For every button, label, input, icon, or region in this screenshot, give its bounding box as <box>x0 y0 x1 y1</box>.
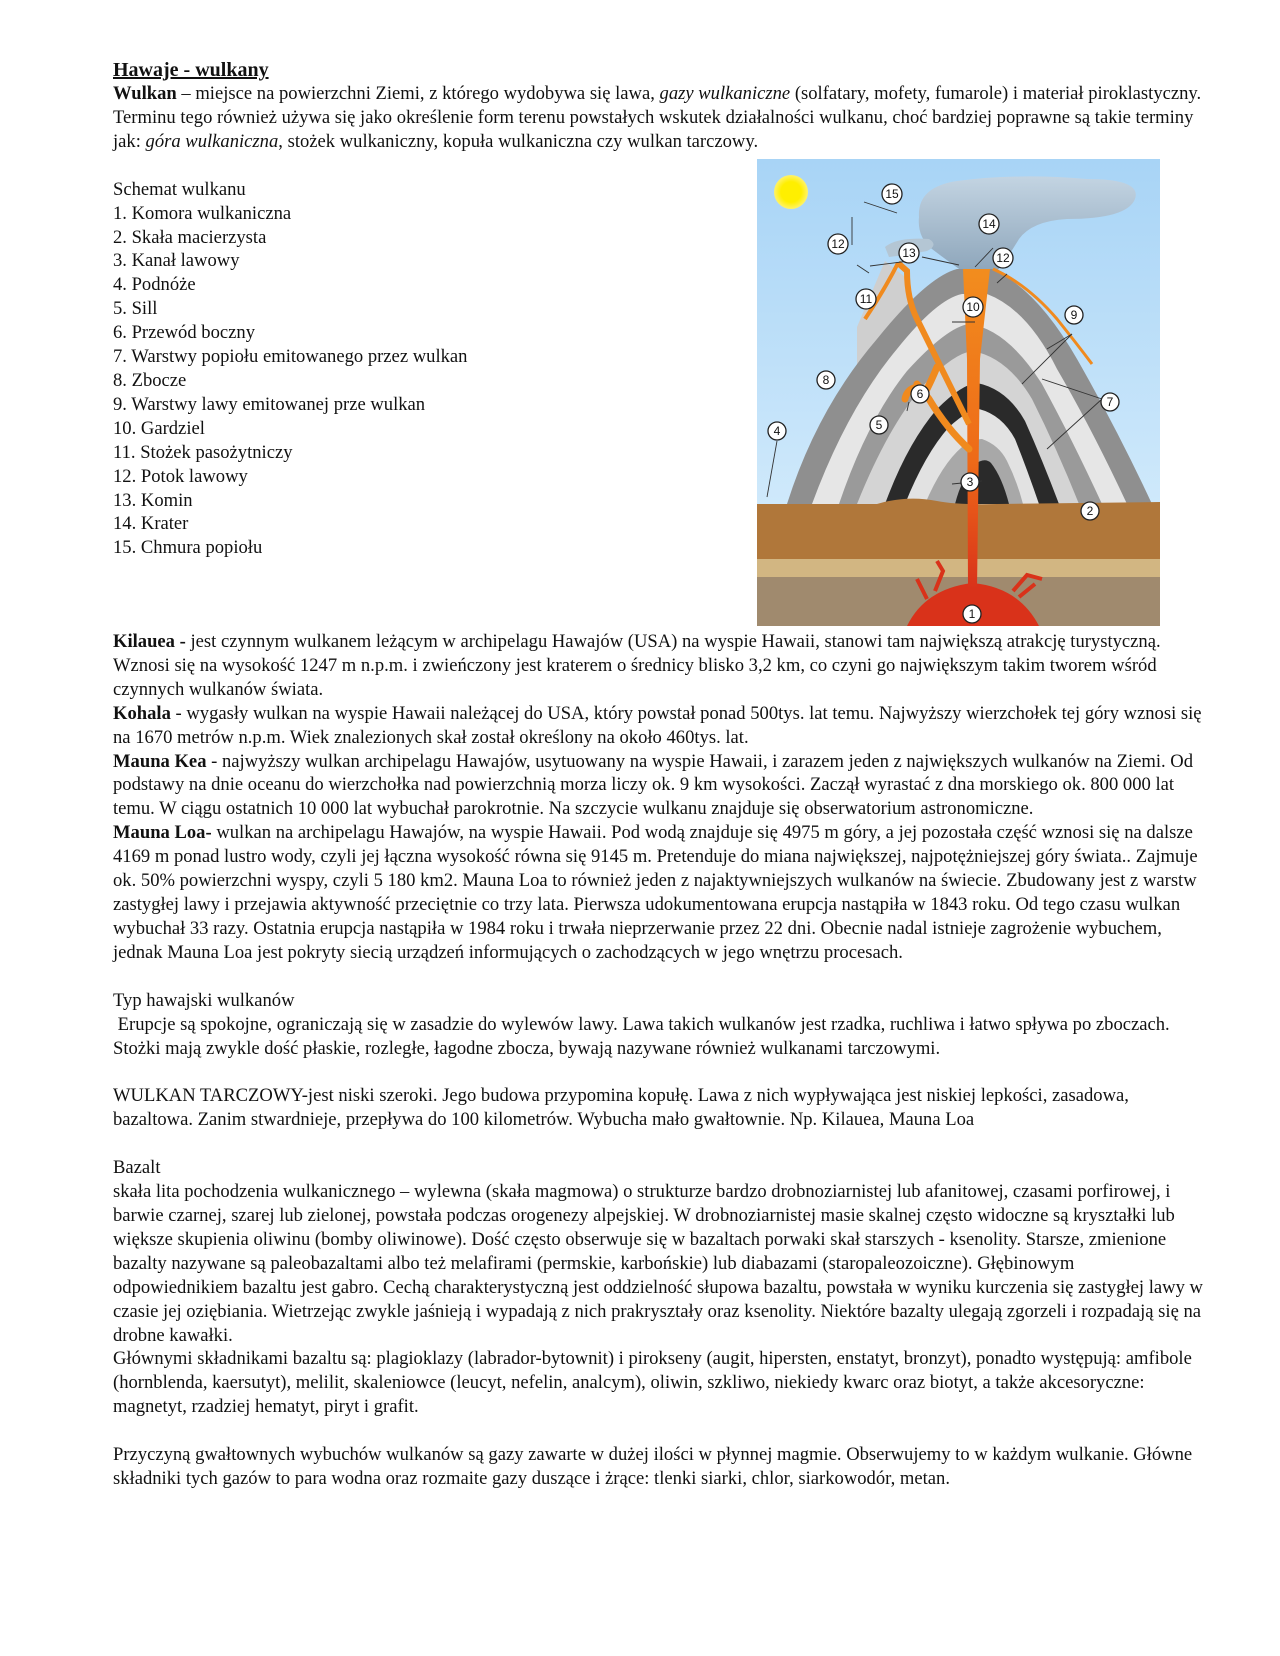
basalt-text-1: skała lita pochodzenia wulkanicznego – wylewna (skała magmowa) o strukturze bardzo drobnoziarnistej lub afanitowej, czasami porfirowej, i barwie czarnej, szarej lub zielonej, powstała podczas orogenezy alpejskiej. W drobnoziarnistej masie skalnej często widoczne są kryształki lub większe skupienia oliwinu (bomby oliwinowe). Dość często obserwuje się w bazaltach porwaki skał starszych - ksenolity. Starsze, zmienione bazalty nazywane są paleobazaltami albo też melafirami (permskie, karbońskie) lub diabazami (staropaleozoiczne). Głębinowym odpowiednikiem bazaltu jest gabro. Cechą charakterystyczną jest oddzielność słupowa bazaltu, powstała w wyniku kurczenia się zastygłej lawy w czasie jej oziębiania. Wietrzejąc zwykle jaśnieją i wypadają z nich prakryształy oraz ksenolity. Niektóre bazalty ulegają zgorzeli i rozpadają się na drobne kawałki. <box>113 1181 1203 1346</box>
schema-list-item: 5. Sill <box>113 298 158 320</box>
volcano-description: wulkan na archipelagu Hawajów, na wyspie Hawaii. Pod wodą znajduje się 4975 m góry, a jej pozostała część wznosi się na dalsze 4169 m ponad lustro wody, czyli jej łączna wysokość równa się 9145 m. Pretenduje do miana największej, najpotężniejszej góry świata.. Zajmuje ok. 50% powierzchni wyspy, czyli 5 180 km2. Mauna Loa to również jeden z najaktywniejszych wulkanów na świecie. Zbudowany jest z warstw zastygłej lawy i przejawia aktywność przeciętnie co trzy lata. Pierwsza udokumentowana erupcja nastąpiła w 1843 roku. Od tego czasu wulkan wybuchał 33 razy. Ostatnia erupcja nastąpiła w 1984 roku i trwała nieprzerwanie przez 22 dni. Obecnie nadal istnieje zagrożenie wybuchem, jednak Mauna Loa jest pokryty siecią urządzeń informujących o zachodzących w jego wnętrzu procesach. <box>113 822 1198 963</box>
schema-heading: Schemat wulkanu <box>113 178 246 200</box>
intro-text-1: – miejsce na powierzchni Ziemi, z którego wydobywa się lawa, <box>176 83 660 104</box>
svg-text:15: 15 <box>885 187 899 201</box>
svg-text:7: 7 <box>1106 395 1114 409</box>
volcano-name: Mauna Kea <box>113 750 207 772</box>
label-1 <box>963 605 981 623</box>
label-12-right <box>993 248 1013 268</box>
svg-text:12: 12 <box>996 251 1010 265</box>
label-13 <box>899 243 919 263</box>
schema-list-item: 15. Chmura popiołu <box>113 537 263 559</box>
intro-italic-2: góra wulkaniczna <box>145 130 279 152</box>
label-7 <box>1101 393 1119 411</box>
schema-list-item: 11. Stożek pasożytniczy <box>113 441 293 463</box>
svg-text:1: 1 <box>968 607 976 621</box>
label-4 <box>768 422 786 440</box>
label-3 <box>961 473 979 491</box>
sand-layer <box>757 559 1160 577</box>
shield-volcano-text: WULKAN TARCZOWY-jest niski szeroki. Jego budowa przypomina kopułę. Lawa z nich wypływająca jest niskiej lepkości, zasadowa, bazaltowa. Zanim stwardnieje, przepływa do 100 kilometrów. Wybucha mało gwałtownie. Np. Kilauea, Mauna Loa <box>113 1085 1129 1131</box>
intro-text-3: , stożek wulkaniczny, kopuła wulkaniczna czy wulkan tarczowy. <box>278 130 759 152</box>
label-11 <box>856 289 876 309</box>
schema-list-item: 9. Warstwy lawy emitowanej prze wulkan <box>113 393 426 415</box>
ground-layer <box>757 499 1160 564</box>
volcano-diagram <box>757 159 1160 626</box>
label-6 <box>911 385 929 403</box>
volcano-kilauea <box>113 630 1203 702</box>
volcano-name: Kilauea - <box>113 631 186 652</box>
intro-paragraph <box>113 82 1203 154</box>
label-2 <box>1081 502 1099 520</box>
basalt-text-2: Głównymi składnikami bazaltu są: plagioklazy (labrador-bytownit) i pirokseny (augit, hipersten, enstatyt, bronzyt), ponadto występują: amfibole (hornblenda, kaersutyt), melilit, skaleniowce (leucyt, nefelin, analcym), oliwin, szkliwo, niekiedy kwarc oraz biotyt, a także akcesoryczne: magnetyt, rzadziej hematyt, piryt i grafit. <box>113 1348 1192 1418</box>
volcano-diagram-svg <box>757 159 1160 626</box>
schema-list-item: 6. Przewód boczny <box>113 322 255 344</box>
intro-term: Wulkan <box>113 83 177 104</box>
schema-list-item: 13. Komin <box>113 489 193 511</box>
svg-text:13: 13 <box>902 246 916 260</box>
svg-text:11: 11 <box>859 292 873 306</box>
hawaiian-type-heading: Typ hawajski wulkanów <box>113 989 295 1011</box>
volcano-description: jest czynnym wulkanem leżącym w archipelagu Hawajów (USA) na wyspie Hawaii, stanowi tam największą atrakcję turystyczną. Wznosi się na wysokość 1247 m n.p.m. i zwieńczony jest kraterem o średnicy blisko 3,2 km, co czyni go największym takim tworem wśród czynnych wulkanów świata. <box>113 631 1161 700</box>
volcano-name: Mauna Loa- <box>113 822 212 844</box>
label-8 <box>817 371 835 389</box>
schema-list-item: 4. Podnóże <box>113 274 196 296</box>
volcano-kohala <box>113 702 1203 750</box>
svg-text:3: 3 <box>966 475 974 489</box>
schema-list-item: 14. Krater <box>113 513 189 535</box>
schema-list-item: 8. Zbocze <box>113 369 187 391</box>
intro-italic-1: gazy wulkaniczne <box>659 83 791 104</box>
label-15 <box>882 184 902 204</box>
document-title: Hawaje - wulkany <box>113 59 269 81</box>
label-9 <box>1065 306 1083 324</box>
sun <box>774 175 808 209</box>
hawaiian-type-text: Erupcje są spokojne, ograniczają się w zasadzie do wylewów lawy. Lawa takich wulkanów jest rzadka, ruchliwa i łatwo spływa po zboczach. Stożki mają zwykle dość płaskie, rozległe, łagodne zbocza, bywają nazywane również wulkanami tarczowymi. <box>113 1013 1175 1059</box>
label-5 <box>870 416 888 434</box>
label-14 <box>979 214 999 234</box>
schema-list-item: 12. Potok lawowy <box>113 465 248 487</box>
schema-list-item: 1. Komora wulkaniczna <box>113 202 292 224</box>
volcano-mauna-kea <box>113 750 1203 822</box>
schema-list-item: 7. Warstwy popiołu emitowanego przez wulkan <box>113 346 468 368</box>
svg-text:8: 8 <box>822 373 830 387</box>
svg-text:12: 12 <box>831 237 845 251</box>
schema-list-item: 2. Skała macierzysta <box>113 226 267 248</box>
document-body <box>113 630 1203 1491</box>
svg-text:2: 2 <box>1086 504 1094 518</box>
gases-text: Przyczyną gwałtownych wybuchów wulkanów są gazy zawarte w dużej ilości w płynnej magmie. Obserwujemy to w każdym wulkanie. Główne składniki tych gazów to para wodna oraz rozmaite gazy duszące i żrące: tlenki siarki, chlor, siarkowodór, metan. <box>113 1444 1193 1490</box>
schema-list-item: 3. Kanał lawowy <box>113 250 240 272</box>
volcano-mauna-loa <box>113 821 1203 964</box>
svg-text:4: 4 <box>773 424 781 438</box>
schema-list-item: 10. Gardziel <box>113 417 205 439</box>
label-12-left <box>828 234 848 254</box>
label-10 <box>963 297 983 317</box>
svg-text:6: 6 <box>916 387 924 401</box>
svg-text:10: 10 <box>966 300 980 314</box>
svg-text:9: 9 <box>1070 308 1078 322</box>
basalt-heading: Bazalt <box>113 1157 161 1179</box>
svg-text:14: 14 <box>982 217 996 231</box>
volcano-description: - najwyższy wulkan archipelagu Hawajów, usytuowany na wyspie Hawaii, i zarazem jeden z największych wulkanów na Ziemi. Od podstawy na dnie oceanu do wierzchołka nad powierzchnią morza liczy ok. 9 km wysokości. Zaczął wyrastać z dna morskiego ok. 800 000 lat temu. W ciągu ostatnich 10 000 lat wybuchał parokrotnie. Na szczycie wulkanu znajduje się obserwatorium astronomiczne. <box>113 750 1194 820</box>
volcano-description: - wygasły wulkan na wyspie Hawaii należącej do USA, który powstał ponad 500tys. lat temu. Najwyższy wierzchołek tej góry wznosi się na 1670 metrów n.p.m. Wiek znalezionych skał został określony na około 460tys. lat. <box>113 702 1202 748</box>
intro-text-2: (solfatary, mofety, fumarole) i materiał piroklastyczny. Terminu tego również używa się jako określenie form terenu powstałych wskutek działalności wulkanu, choć bardziej poprawne są takie terminy jak: <box>113 83 1202 152</box>
svg-text:5: 5 <box>875 418 883 432</box>
volcano-name: Kohala <box>113 702 171 724</box>
